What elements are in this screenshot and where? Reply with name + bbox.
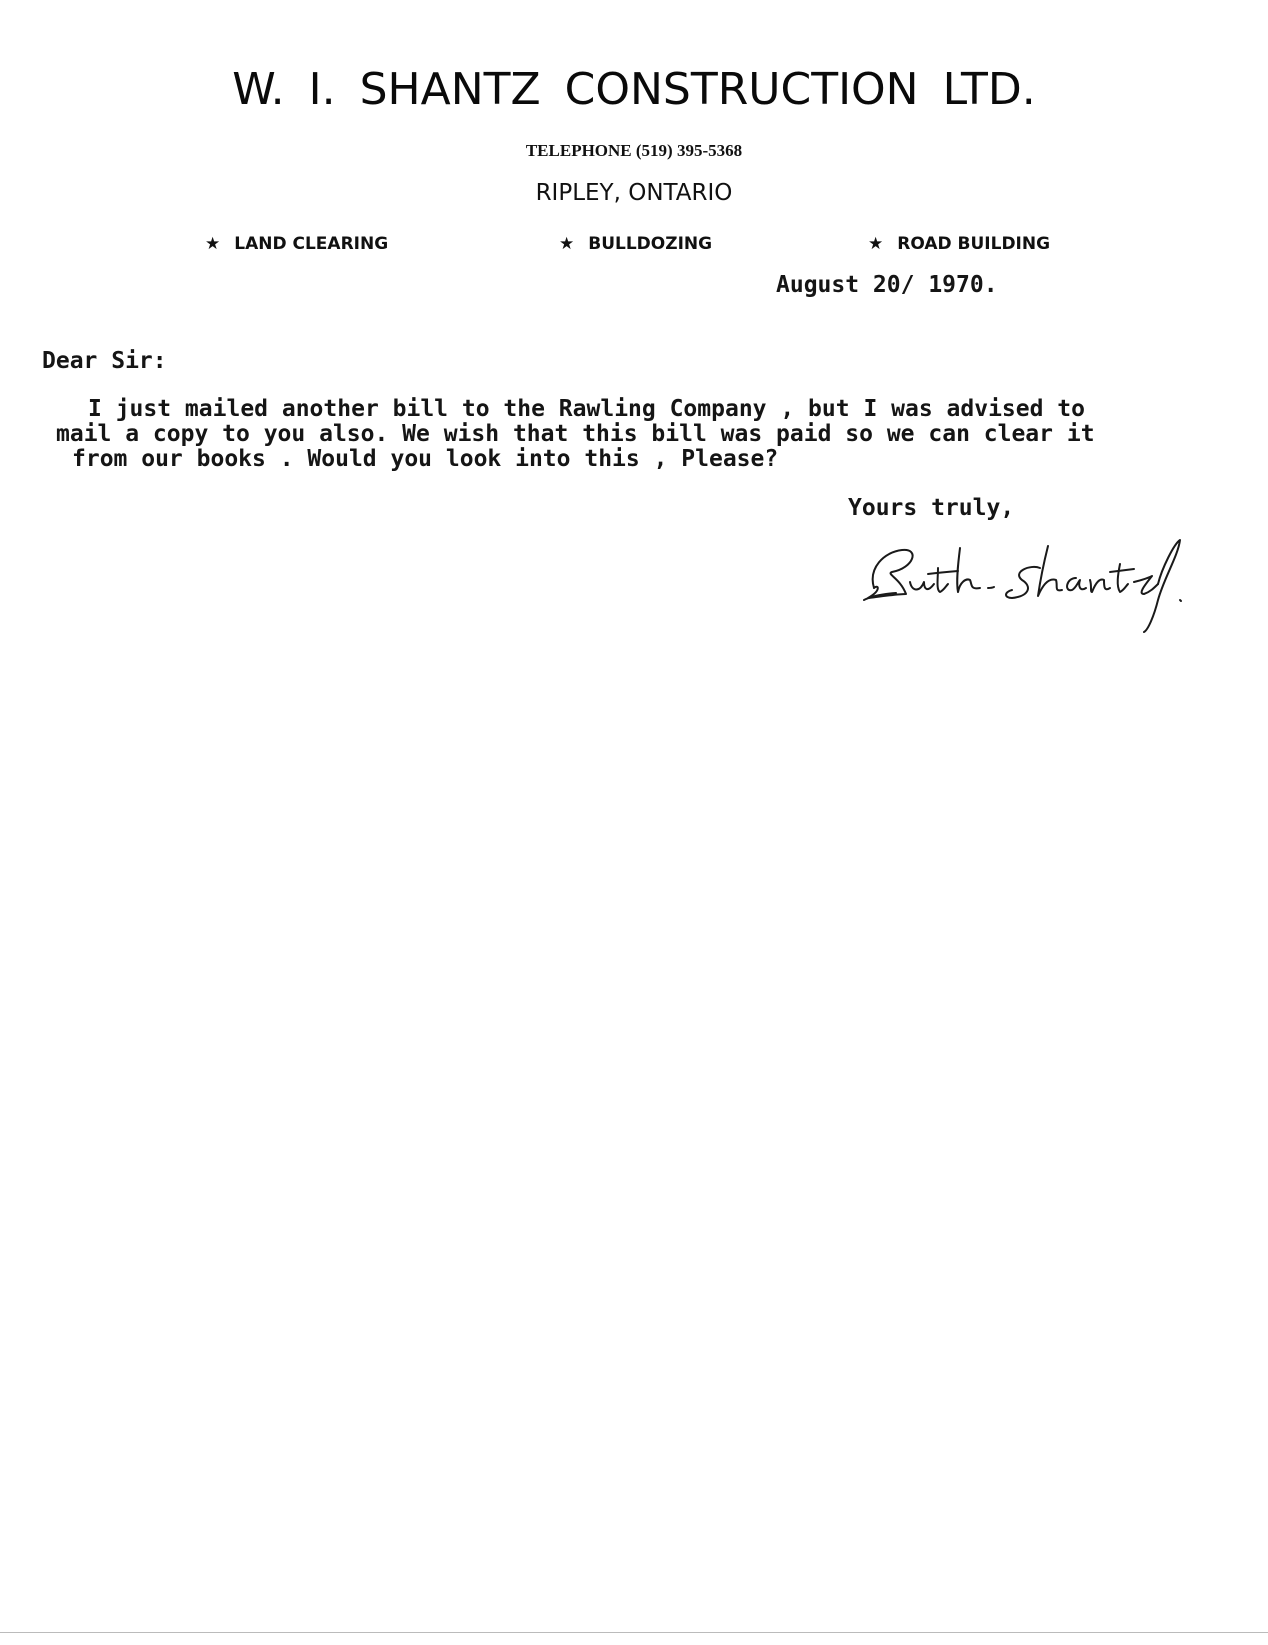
star-icon: ★ <box>205 234 221 254</box>
body-line: from our books . Would you look into this , Please? <box>72 446 779 472</box>
company-telephone: TELEPHONE (519) 395-5368 <box>525 141 743 160</box>
service-bulldozing <box>559 234 712 254</box>
company-city: RIPLEY, ONTARIO <box>535 180 733 206</box>
star-icon: ★ <box>868 234 884 254</box>
service-label: ROAD BUILDING <box>897 234 1051 254</box>
service-land-clearing <box>205 234 388 254</box>
salutation: Dear Sir: <box>42 348 167 374</box>
page-bottom-edge <box>0 1632 1268 1645</box>
body-line: mail a copy to you also. We wish that this bill was paid so we can clear it <box>56 421 1095 447</box>
service-label: LAND CLEARING <box>234 234 389 254</box>
closing: Yours truly, <box>848 495 1015 521</box>
company-name: W. I. SHANTZ CONSTRUCTION LTD. <box>232 64 1036 115</box>
service-label: BULLDOZING <box>588 234 713 254</box>
service-road-building <box>868 234 1050 254</box>
body-line: I just mailed another bill to the Rawling Company , but I was advised to <box>88 396 1085 422</box>
star-icon: ★ <box>559 234 575 254</box>
letter-date: August 20/ 1970. <box>776 272 998 298</box>
handwritten-signature <box>862 538 1212 638</box>
